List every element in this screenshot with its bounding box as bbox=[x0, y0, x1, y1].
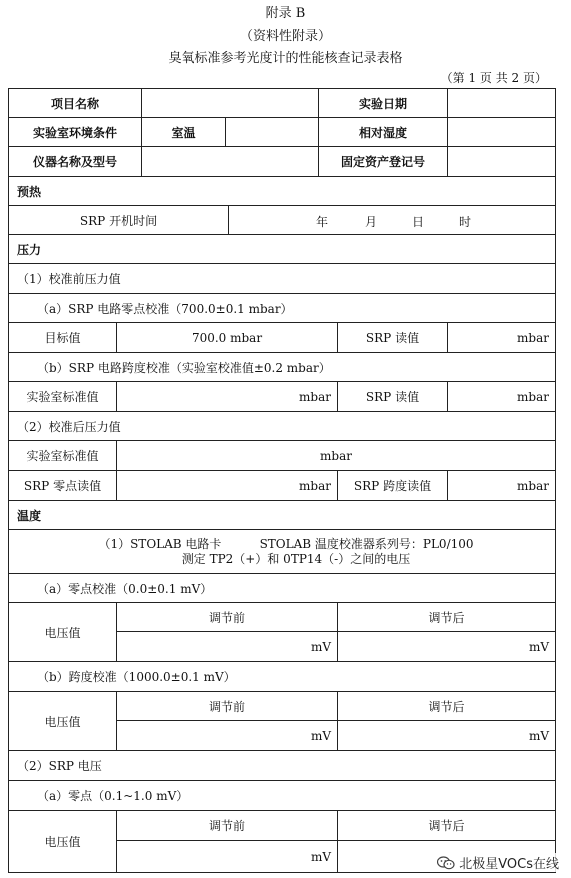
label-srp-zero-read: SRP 零点读值 bbox=[8, 470, 117, 501]
field-asset-no[interactable] bbox=[447, 146, 556, 177]
unit-mbar-5[interactable]: mbar bbox=[116, 470, 338, 501]
pre-cal-pressure: （1）校准前压力值 bbox=[8, 263, 556, 294]
before-2: 调节前 bbox=[116, 691, 338, 721]
mv-after-1[interactable]: mV bbox=[337, 631, 556, 662]
record-table bbox=[8, 88, 556, 873]
label-srp-on-time: SRP 开机时间 bbox=[8, 205, 229, 235]
field-room-temp[interactable] bbox=[225, 117, 319, 147]
label-year: 年 bbox=[316, 215, 329, 229]
stolab-block bbox=[8, 529, 556, 574]
field-test-date[interactable] bbox=[447, 88, 556, 118]
label-voltage-1: 电压值 bbox=[8, 602, 117, 662]
unit-mbar-1[interactable]: mbar bbox=[447, 322, 556, 353]
unit-mbar-4[interactable]: mbar bbox=[116, 440, 556, 471]
zero-v-label: （a）零点校准（0.0±0.1 mV） bbox=[8, 573, 556, 603]
field-project-name[interactable] bbox=[141, 88, 319, 118]
unit-mbar-2[interactable]: mbar bbox=[116, 381, 338, 412]
section-preheat: 预热 bbox=[8, 176, 556, 206]
target-value: 700.0 mbar bbox=[116, 322, 338, 353]
stolab-line2: 测定 TP2（+）和 0TP14（-）之间的电压 bbox=[181, 551, 411, 566]
section-pressure: 压力 bbox=[8, 234, 556, 264]
label-test-date: 实验日期 bbox=[318, 88, 448, 118]
label-asset-no: 固定资产登记号 bbox=[318, 146, 448, 177]
post-cal-pressure: （2）校准后压力值 bbox=[8, 411, 556, 441]
page-number: （第 1 页 共 2 页） bbox=[440, 71, 547, 85]
label-humidity: 相对湿度 bbox=[318, 117, 448, 147]
form-title: 臭氧标准参考光度计的性能核查记录表格 bbox=[168, 51, 403, 66]
label-srp-span-read: SRP 跨度读值 bbox=[337, 470, 448, 501]
unit-mbar-3[interactable]: mbar bbox=[447, 381, 556, 412]
label-day: 日 bbox=[412, 215, 425, 229]
section-temperature: 温度 bbox=[8, 500, 556, 530]
zero-point-label: （a）零点（0.1~1.0 mV） bbox=[8, 780, 556, 811]
label-lab-env: 实验室环境条件 bbox=[8, 117, 142, 147]
label-voltage-2: 电压值 bbox=[8, 691, 117, 751]
wechat-icon bbox=[437, 856, 455, 870]
stolab-line1: （1）STOLAB 电路卡 STOLAB 温度校准器系列号：PL0/100 bbox=[98, 536, 474, 551]
label-hour: 时 bbox=[459, 215, 472, 229]
label-month: 月 bbox=[365, 215, 378, 229]
before-3: 调节前 bbox=[116, 810, 338, 841]
label-project-name: 项目名称 bbox=[8, 88, 142, 118]
watermark bbox=[437, 853, 559, 872]
label-target: 目标值 bbox=[8, 322, 117, 353]
label-lab-std-1: 实验室标准值 bbox=[8, 381, 117, 412]
watermark-text: 北极星VOCs在线 bbox=[459, 857, 559, 872]
after-1: 调节后 bbox=[337, 602, 556, 632]
mv-after-2[interactable]: mV bbox=[337, 720, 556, 751]
label-voltage-3: 电压值 bbox=[8, 810, 117, 873]
field-instrument[interactable] bbox=[141, 146, 319, 177]
appendix-label: 附录 B bbox=[265, 6, 306, 21]
label-srp-read-1: SRP 读值 bbox=[337, 322, 448, 353]
label-lab-std-2: 实验室标准值 bbox=[8, 440, 117, 471]
zero-cal-label: （a）SRP 电路零点校准（700.0±0.1 mbar） bbox=[8, 293, 556, 323]
mv-before-2[interactable]: mV bbox=[116, 720, 338, 751]
after-3: 调节后 bbox=[337, 810, 556, 841]
after-2: 调节后 bbox=[337, 691, 556, 721]
label-room-temp: 室温 bbox=[141, 117, 226, 147]
appendix-note: （资料性附录） bbox=[239, 29, 331, 44]
label-instrument: 仪器名称及型号 bbox=[8, 146, 142, 177]
span-cal-label: （b）SRP 电路跨度校准（实验室校准值±0.2 mbar） bbox=[8, 352, 556, 382]
unit-mbar-6[interactable]: mbar bbox=[447, 470, 556, 501]
srp-voltage-label: （2）SRP 电压 bbox=[8, 750, 556, 781]
mv-before-1[interactable]: mV bbox=[116, 631, 338, 662]
mv-before-3[interactable]: mV bbox=[116, 840, 338, 873]
before-1: 调节前 bbox=[116, 602, 338, 632]
field-humidity[interactable] bbox=[447, 117, 556, 147]
span-v-label: （b）跨度校准（1000.0±0.1 mV） bbox=[8, 661, 556, 692]
label-srp-read-2: SRP 读值 bbox=[337, 381, 448, 412]
